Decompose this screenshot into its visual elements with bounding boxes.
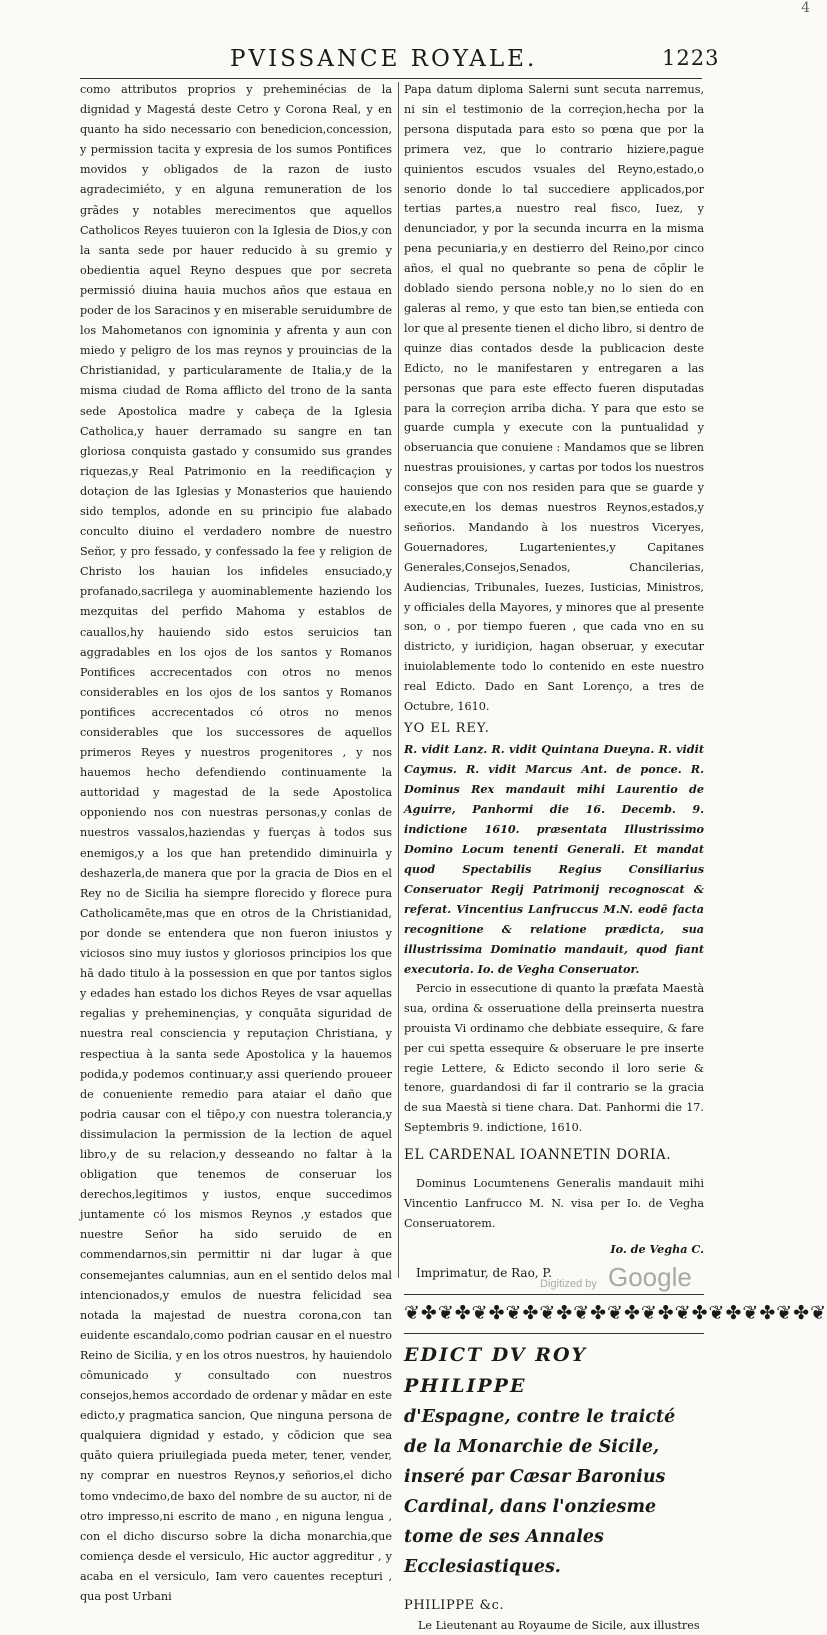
watermark-small-text: Digitized by xyxy=(540,1278,597,1290)
latin-endorsement: R. vidit Lanz. R. vidit Quintana Dueyna. R. vidit Caymus. R. vidit Marcus Ant. de ponce. R. Dominus Rex mandauit mihi Laurentio de Aguirre, Panhormi die 16. Decemb. 9. indictione 1610. præsentata Illustrissimo Domino Locum tenenti Generali. Et mandat quod Spectabilis Regius Consiliarius Conseruator Regij Patrimonij recognoscat & referat. Vincentius Lanfruccus M.N. eodē facta recognitione & relatione prædicta, sua illustrissima Dominatio mandauit, quod fiant executoria. Io. de Vegha Conseruator. xyxy=(404,739,704,979)
right-column xyxy=(404,80,704,1635)
philippe-heading: PHILIPPE &c. xyxy=(404,1596,704,1616)
edict-title-line-2: d'Espagne, contre le traicté de la Monarchie de Sicile, inseré par Cæsar Baronius Cardinal, dans l'onziesme tome de ses Annales Ecclesiastiques. xyxy=(404,1407,675,1577)
cardinal-signature: EL CARDENAL IOANNETIN DORIA. xyxy=(404,1146,704,1166)
left-column-text: como attributos proprios y preheminécias de la dignidad y Magestá deste Cetro y Corona Real, y en quanto ha sido necessario con benedicion,concession, y permission tacita y expresia de los sumos Pontifices movidos y obligados de la razon de iusto agradecimiéto, y en alguna remuneration de los grãdes y notables merecimentos que aquellos Catholicos Reyes tuuieron con la Iglesia de Dios,y con la santa sede por hauer reducido à su gremio y obedientia aquel Reyno despues que por secreta permissió diuina hauia muchos años que estaua en poder de los Saracinos y en miserable seruidumbre de los Mahometanos con ignominia y afrenta y aun con miedo y peligro de los mas reynos y prouincias de la Christianidad, y particularamente de Italia,y de la misma ciudad de Roma afflicto del trono de la santa sede Apostolica madre y cabeça de la Iglesia Catholica,y hauer derramado su sangre en tan gloriosa conquista gastado y consumido sus grandes riquezas,y Real Patrimonio en la reedificaçion y dotaçion de las Iglesias y Monasterios que hauiendo sido templos, adonde en su principio fue alabado conculto diuino el verdadero nombre de nuestro Señor, y pro fessado, y confessado la fee y religion de Christo los hauian los infideles ensuciado,y profanado,sacrilega y auominablemente haziendo los mezquitas del perfido Mahoma y establos de cauallos,hy hauiendo sido estos seruicios tan aggradables en los ojos de los santos y Romanos Pontifices accrecentados con otros no menos considerables en los ojos de los santos y Romanos pontifices accrecentados có otros no menos considerables que los successores de aquellos primeros Reyes y nuestros progenitores , y nos hauemos hecho defendiendo continuamente la auttoridad y magestad de la sede Apostolica opponiendo nos con nuestras personas,y conlas de nuestros vassalos,haziendas y fuerças à todos sus enemigos,y a los que han pretendido diminuirla y deshazerla,de manera que por la gracia de Dios en el Rey no de Sicilia ha siempre florecido y florece pura Catholicamēte,mas que en otros de la Christianidad, por donde se entendera que non fueron iniustos y viciosos sino muy iustos y gloriosos principios los que hā dado titulo à la possession en que por tantos siglos y edades han estado los dichos Reyes de vsar aquellas regalias y preheminençias, y conquāta siguridad de nuestra real consciencia y reputaçion Christiana, y respectiua à la santa sede Apostolica y la hauemos podida,y podemos continuar,y assi queriendo proueer de conueniente remedio para ataiar el daño que podria causar con el tiēpo,y con nuestra tolerancia,y dissimulacion la permission de la lection de aquel libro,y de su relacion,y desseando no faltar à la obligation que tenemos de conseruar los derechos,legitimos y iustos, enque succedimos juntamente có los mismos Reynos ,y estados que nuestre Señor ha sido seruido de en commendarnos,sin permittir ni dar lugar à que consemejantes calumnias, aun en el sentido delos mal intencionados,y emulos de nuestra felicidad sea notada la majestad de nuestra corona,con tan euidente escandalo,como podrian causar en el nuestro Reino de Sicilia, y en los otros nuestros, hy hauiendolo cōmunicado y consultado con nuestros consejos,hemos accordado de ordenar y mādar en este edicto,y pragmatica sancion, Que ninguna persona de qualquiera dignidad y estado, y cōdicion que sea quāto quiera priuilegiada pueda meter, tener, vender, ny comprar en nuestros Reynos,y señorios,el dicho tomo vndecimo,de baxo del nombre de su auctor, ni de otro impresso,ni escrito de mano , en niguna lengua , con el dicho discurso sobre la dicha monarchia,que comiença desde el versiculo, Hic auctor aggreditur , y acaba en el versiculo, Iam vero cauentes recepturi , qua post Urbani xyxy=(80,80,392,1607)
edict-title-line-1: EDICT DV ROY PHILIPPE xyxy=(404,1344,587,1397)
imprimatur: Imprimatur, de Rao, P. xyxy=(404,1264,704,1284)
header-rule xyxy=(80,78,702,79)
edict-continuation-text: Papa datum diploma Salerni sunt secuta narremus, ni sin el testimonio de la correçion,hecha por la persona disputada para esto so pœna que por la primera vez, que lo contrario hiziere,pague quinientos escudos vsuales del Reyno,estado,o senorio donde lo tal succediere applicados,por tertias partes,a nuestro real fisco, Iuez, y denunciador, y por la secunda incurra en la misma pena pecuniaria,y en destierro del Reino,por cinco años, el qual no quebrante so pena de cōplir le doblado siendo persona noble,y no lo sien do en galeras al remo, y que esto tan bien,se entieda con lor que al presente tienen el dicho libro, si dentro de quinze dias contados desde la publicacion deste Edicto, no le manifestaren y entregaren a las personas que para este effecto fueren disputadas para la correçion arriba dicha. Y para que esto se guarde cumpla y execute con la puntualidad y obseruancia que conuiene : Mandamos que se libren nuestras prouisiones, y cartas por todos los nuestros consejos que con nos residen para que se guarde y execute,en los demas nuestros Reynos,estados,y señorios. Mandando à los nuestros Viceryes, Gouernadores, Lugartenientes,y Capitanes Generales,Consejos,Senados, Chancilerias, Audiencias, Tribunales, Iuezes, Iusticias, Ministros, y officiales della Mayores, y minores que al presente son, o , por tiempo fueren , que cada vno en su districto, y iuridiçion, hagan obseruar, y executar inuiolablemente todo lo contenido en este nuestro real Edicto. Dado en Sant Lorenço, a tres de Octubre, 1610. xyxy=(404,80,704,717)
edict-title xyxy=(404,1340,704,1582)
watermark-logo-text: Google xyxy=(608,1262,692,1293)
lieutenant-line: Le Lieutenant au Royaume de Sicile, aux illustres xyxy=(404,1616,704,1635)
running-header xyxy=(230,46,700,76)
king-signature: YO EL REY. xyxy=(404,719,704,739)
vegha-signature: Io. de Vegha C. xyxy=(404,1240,704,1260)
column-divider xyxy=(398,82,399,1278)
italian-execution-text: Percio in essecutione di quanto la præfata Maestà sua, ordina & osseruatione della preinserta nuestra prouista Vi ordinamo che debbiate essequire, & fare per cui spetta essequire & obseruare le pre inserte regie Lettere, & Edicto secondo il loro serie & tenore, guardandosi di far il contrario se la gracia de sua Maestà si tiene chara. Dat. Panhormi die 17. Septembris 9. indictione, 1610. xyxy=(404,979,704,1138)
left-column xyxy=(80,80,392,1607)
google-watermark xyxy=(540,1262,740,1302)
corner-mark: 4 xyxy=(801,0,810,16)
running-title: PVISSANCE ROYALE. xyxy=(230,46,537,72)
ornamental-band: ❦✤❦✤❦✤❦✤❦✤❦✤❦✤❦✤❦✤❦✤❦✤❦✤❦ xyxy=(404,1294,704,1334)
page-number: 1223 xyxy=(662,46,719,70)
dominus-note: Dominus Locumtenens Generalis mandauit mihi Vincentio Lanfrucco M. N. visa per Io. de Vegha Conseruatorem. xyxy=(404,1174,704,1234)
